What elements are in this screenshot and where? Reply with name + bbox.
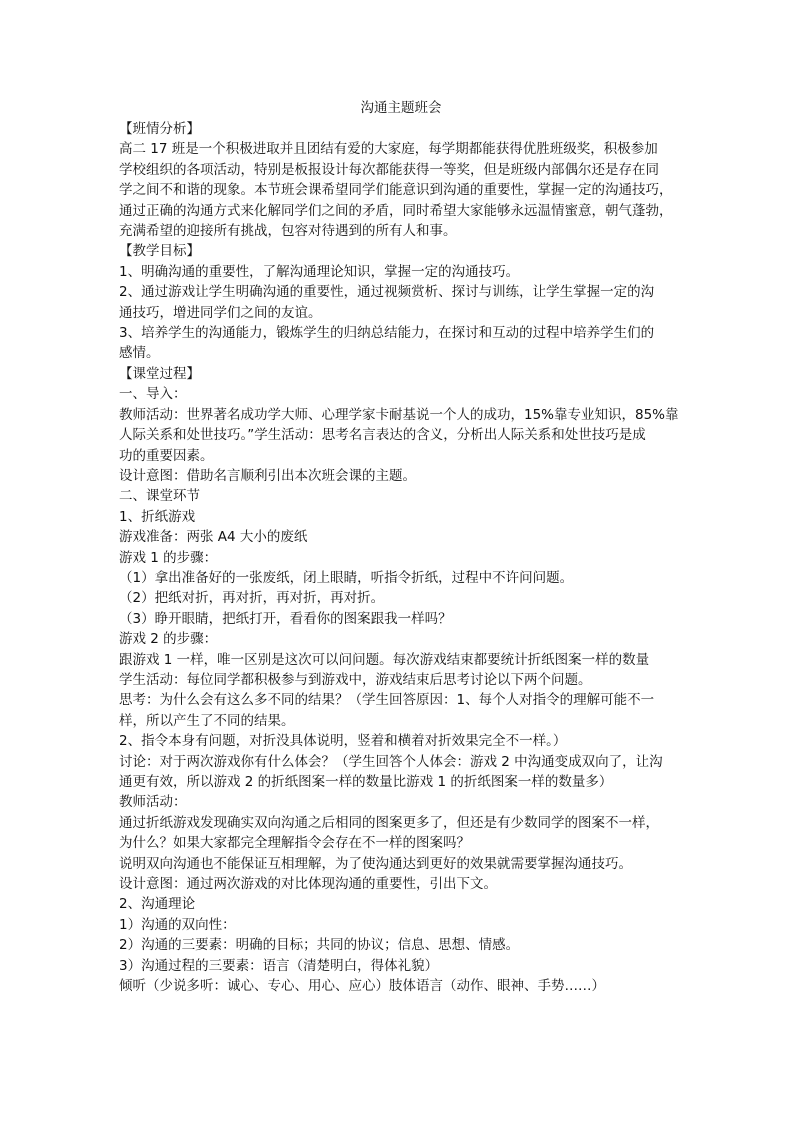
text-line: 【教学目标】 <box>119 243 200 260</box>
text-line: 【班情分析】 <box>119 121 200 137</box>
text-line: 2、指令本身有问题，对折没具体说明，竖着和横着对折效果完全不一样。） <box>119 733 567 750</box>
text-line: 学之间不和谐的现象。本节班会课希望同学们能意识到沟通的重要性，掌握一定的沟通技巧， <box>119 182 673 199</box>
text-line: 通更有效，所以游戏 2 的折纸图案一样的数量比游戏 1 的折纸图案一样的数量多） <box>119 774 613 790</box>
text-line: 学生活动：每位同学都积极参与到游戏中，游戏结束后思考讨论以下两个问题。 <box>119 671 592 688</box>
text-line: （1）拿出准备好的一张废纸，闭上眼睛，听指令折纸，过程中不许问问题。 <box>119 569 574 586</box>
text-line: 【课堂过程】 <box>119 365 200 382</box>
text-line: 说明双向沟通也不能保证互相理解，为了使沟通达到更好的效果就需要掌握沟通技巧。 <box>119 855 632 872</box>
text-line: 游戏准备：两张 A4 大小的废纸 <box>119 529 308 546</box>
document-body <box>119 97 683 996</box>
text-line: 教师活动：世界著名成功学大师、心理学家卡耐基说一个人的成功，15%靠专业知识，85%靠 <box>119 406 679 423</box>
text-line: 二、课堂环节 <box>119 488 200 505</box>
text-line: 思考：为什么会有这么多不同的结果？（学生回答原因：1、每个人对指令的理解可能不一 <box>119 692 655 709</box>
text-line: 讨论：对于两次游戏你有什么体会？（学生回答个人体会：游戏 2 中沟通变成双向了，让沟 <box>119 753 663 770</box>
text-line: 跟游戏 1 一样，唯一区别是这次可以问问题。每次游戏结束都要统计折纸图案一样的数量 <box>119 651 650 668</box>
text-line: 2、通过游戏让学生明确沟通的重要性，通过视频赏析、探讨与训练，让学生掌握一定的沟 <box>119 284 655 301</box>
text-line: 2、沟通理论 <box>119 896 196 913</box>
document-title: 沟通主题班会 <box>360 100 442 116</box>
text-line: 学校组织的各项活动，特别是板报设计每次都能获得一等奖，但是班级内部偶尔还是存在同 <box>119 161 659 178</box>
text-line: 为什么？如果大家都完全理解指令会存在不一样的图案吗？ <box>119 835 470 852</box>
text-line: 倾听（少说多听：诚心、专心、用心、应心）肢体语言（动作、眼神、手势……） <box>119 978 605 995</box>
text-line: 充满希望的迎接所有挑战，包容对待遇到的所有人和事。 <box>119 223 457 240</box>
text-line: 通过折纸游戏发现确实双向沟通之后相同的图案更多了，但还是有少数同学的图案不一样， <box>119 814 659 831</box>
text-line: （3）睁开眼睛，把纸打开，看看你的图案跟我一样吗？ <box>119 610 452 627</box>
text-line: 1、折纸游戏 <box>119 508 196 525</box>
text-line: 游戏 2 的步骤： <box>119 631 218 648</box>
document-lines <box>119 119 683 996</box>
text-line: 游戏 1 的步骤： <box>119 549 218 566</box>
text-line: 通过正确的沟通方式来化解同学们之间的矛盾，同时希望大家能够永远温情蜜意，朝气蓬勃， <box>119 202 673 219</box>
text-line: （2）把纸对折，再对折，再对折，再对折。 <box>119 590 385 607</box>
text-line: 教师活动： <box>119 794 187 811</box>
text-line: 3、培养学生的沟通能力，锻炼学生的归纳总结能力，在探讨和互动的过程中培养学生们的 <box>119 325 655 342</box>
text-line: 高二 17 班是一个积极进取并且团结有爱的大家庭，每学期都能获得优胜班级奖，积极参加 <box>119 141 658 158</box>
text-line: 样，所以产生了不同的结果。 <box>119 712 295 729</box>
text-line: 人际关系和处世技巧。”学生活动：思考名言表达的含义，分析出人际关系和处世技巧是成 <box>119 427 646 444</box>
text-line: 1）沟通的双向性： <box>119 916 236 933</box>
text-line: 通技巧，增进同学们之间的友谊。 <box>119 304 322 321</box>
text-line: 设计意图：借助名言顺利引出本次班会课的主题。 <box>119 467 416 484</box>
text-line: 2）沟通的三要素：明确的目标；共同的协议；信息、思想、情感。 <box>119 937 520 954</box>
text-line: 一、导入： <box>119 386 187 403</box>
text-line: 设计意图：通过两次游戏的对比体现沟通的重要性，引出下文。 <box>119 876 497 893</box>
text-line: 感情。 <box>119 345 160 362</box>
text-line: 1、明确沟通的重要性，了解沟通理论知识，掌握一定的沟通技巧。 <box>119 263 520 280</box>
text-line: 功的重要因素。 <box>119 447 214 464</box>
text-line: 3）沟通过程的三要素：语言（清楚明白，得体礼貌） <box>119 957 439 974</box>
